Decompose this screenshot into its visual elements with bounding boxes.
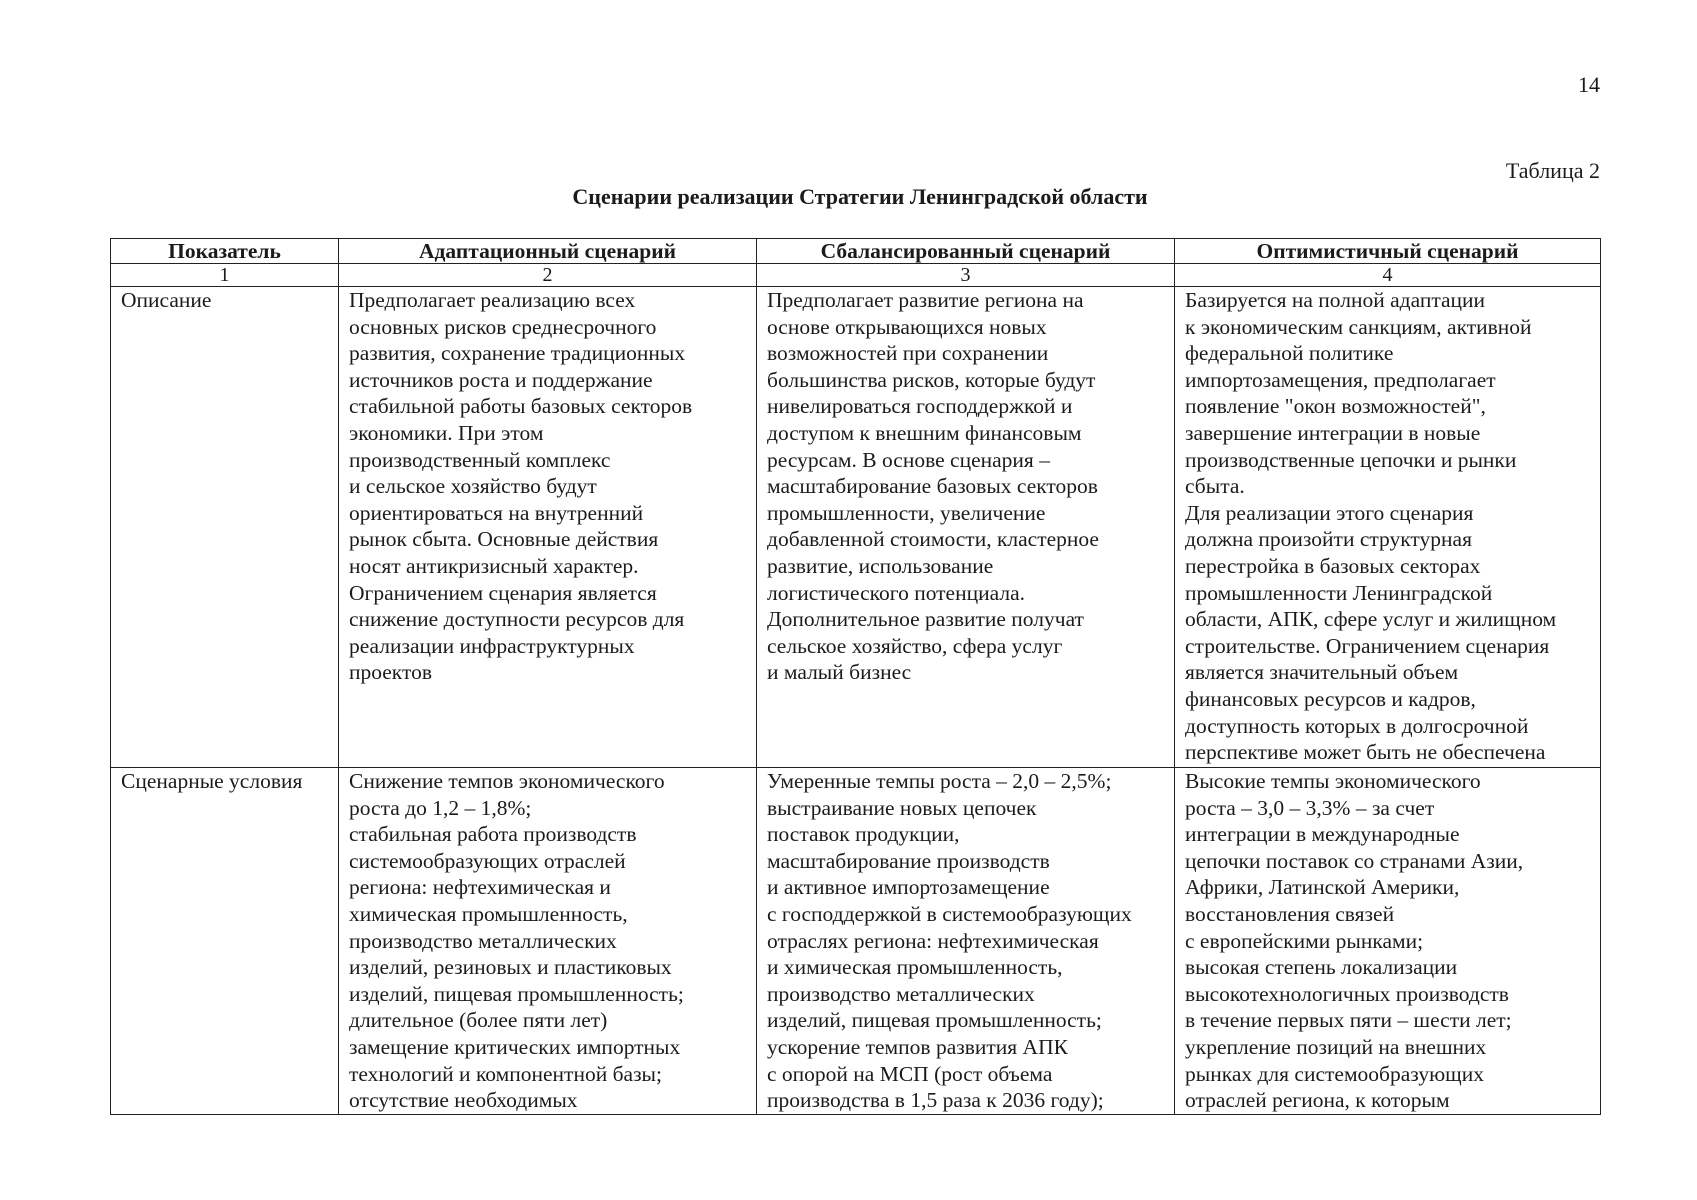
table-row — [111, 768, 1601, 1115]
header-adaptive-scenario: Адаптационный сценарий — [339, 239, 757, 264]
column-number: 2 — [339, 264, 757, 287]
header-optimistic-scenario: Оптимистичный сценарий — [1175, 239, 1601, 264]
table-row — [111, 287, 1601, 768]
indicator-cell: Описание — [111, 287, 339, 768]
optimistic-cell: Базируется на полной адаптации к экономическим санкциям, активной федеральной политике импортозамещения, предполагает появление "окон возможностей", завершение интеграции в новые производственные цепочки и рынки сбыта. Для реализации этого сценария должна произойти структурная перестройка в базовых секторах промышленности Ленинградской области, АПК, сфере услуг и жилищном строительстве. Ограничением сценария является значительный объем финансовых ресурсов и кадров, доступность которых в долгосрочной перспективе может быть не обеспечена — [1175, 287, 1601, 768]
indicator-cell: Сценарные условия — [111, 768, 339, 1115]
adaptive-cell: Предполагает реализацию всех основных рисков среднесрочного развития, сохранение традиционных источников роста и поддержание стабильной работы базовых секторов экономики. При этом производственный комплекс и сельское хозяйство будут ориентироваться на внутренний рынок сбыта. Основные действия носят антикризисный характер. Ограничением сценария является снижение доступности ресурсов для реализации инфраструктурных проектов — [339, 287, 757, 768]
header-balanced-scenario: Сбалансированный сценарий — [757, 239, 1175, 264]
optimistic-cell: Высокие темпы экономического роста – 3,0 – 3,3% – за счет интеграции в международные цепочки поставок со странами Азии, Африки, Латинской Америки, восстановления связей с европейскими рынками; высокая степень локализации высокотехнологичных производств в течение первых пяти – шести лет; укрепление позиций на внешних рынках для системообразующих отраслей региона, к которым — [1175, 768, 1601, 1115]
scenarios-table — [110, 238, 1601, 1115]
balanced-cell: Предполагает развитие региона на основе открывающихся новых возможностей при сохранении большинства рисков, которые будут нивелироваться господдержкой и доступом к внешним финансовым ресурсам. В основе сценария – масштабирование базовых секторов промышленности, увеличение добавленной стоимости, кластерное развитие, использование логистического потенциала. Дополнительное развитие получат сельское хозяйство, сфера услуг и малый бизнес — [757, 287, 1175, 768]
page-number: 14 — [1578, 72, 1600, 97]
column-number: 3 — [757, 264, 1175, 287]
column-number: 1 — [111, 264, 339, 287]
header-indicator: Показатель — [111, 239, 339, 264]
balanced-cell: Умеренные темпы роста – 2,0 – 2,5%; выстраивание новых цепочек поставок продукции, масштабирование производств и активное импортозамещение с господдержкой в системообразующих отраслях региона: нефтехимическая и химическая промышленность, производство металлических изделий, пищевая промышленность; ускорение темпов развития АПК с опорой на МСП (рост объема производства в 1,5 раза к 2036 году); — [757, 768, 1175, 1115]
table-label: Таблица 2 — [1505, 158, 1600, 183]
adaptive-cell: Снижение темпов экономического роста до 1,2 – 1,8%; стабильная работа производств системообразующих отраслей региона: нефтехимическая и химическая промышленность, производство металлических изделий, резиновых и пластиковых изделий, пищевая промышленность; длительное (более пяти лет) замещение критических импортных технологий и компонентной базы; отсутствие необходимых — [339, 768, 757, 1115]
column-number-row — [111, 264, 1601, 287]
column-number: 4 — [1175, 264, 1601, 287]
document-title: Сценарии реализации Стратегии Ленинградской области — [572, 184, 1148, 209]
table-header-row — [111, 239, 1601, 264]
